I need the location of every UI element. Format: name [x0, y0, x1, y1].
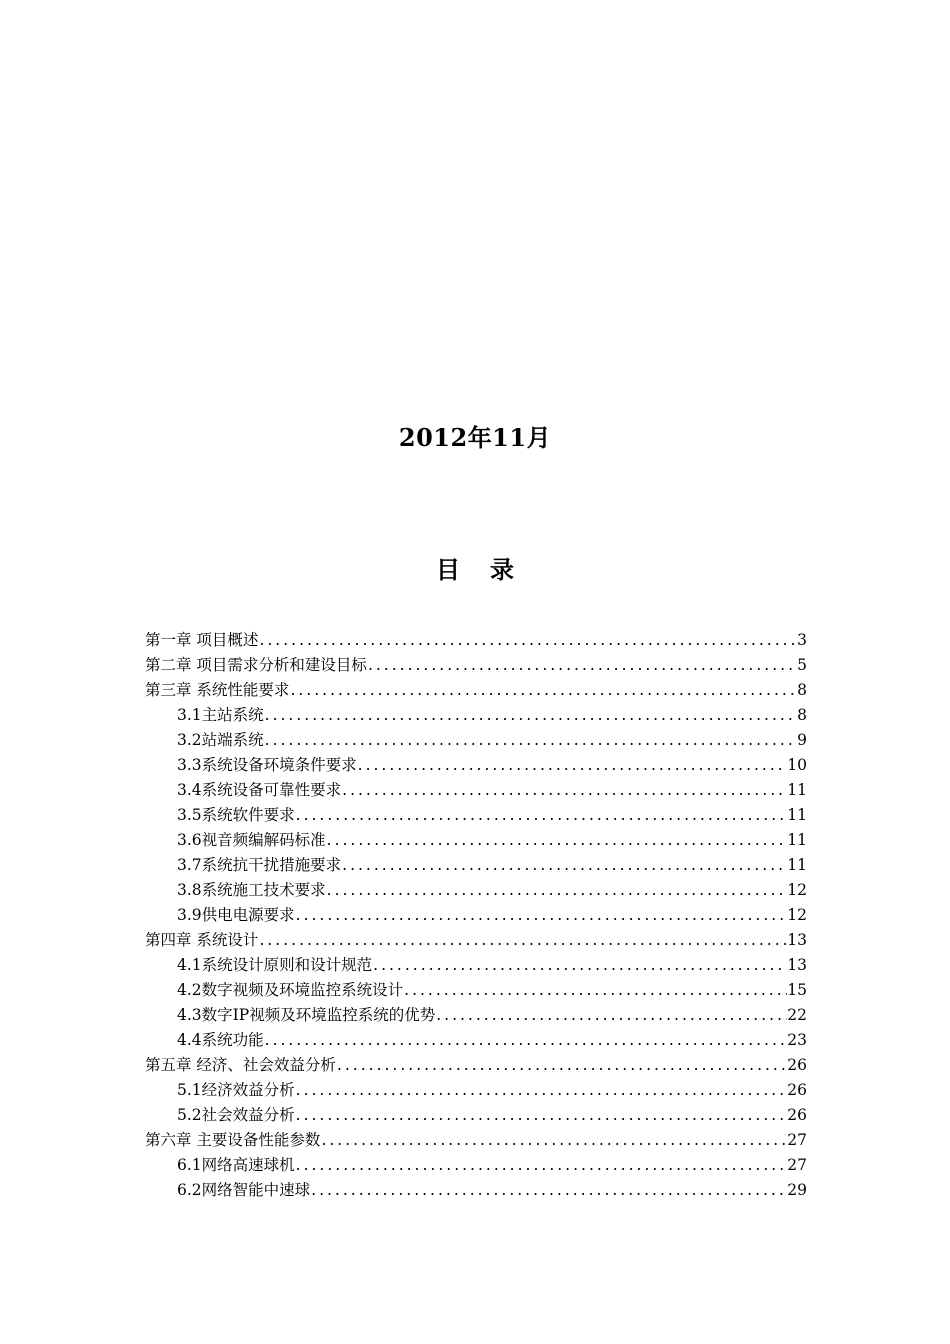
- toc-entry-page-number: 11: [787, 831, 807, 849]
- toc-entry[interactable]: [145, 1078, 807, 1103]
- toc-entry[interactable]: [145, 1153, 807, 1178]
- toc-entry-leader-dots: [357, 753, 788, 778]
- toc-entry-label: 4.3数字IP视频及环境监控系统的优势: [177, 1006, 436, 1024]
- toc-entry-label: 第二章 项目需求分析和建设目标: [145, 656, 367, 674]
- toc-entry-label: 第五章 经济、社会效益分析: [145, 1056, 336, 1074]
- toc-entry-leader-dots: [264, 703, 797, 728]
- toc-entry-page-number: 8: [797, 681, 807, 699]
- toc-entry[interactable]: [145, 628, 807, 653]
- document-date: 2012年11月: [398, 423, 552, 452]
- toc-entry-page-number: 5: [797, 656, 807, 674]
- toc-entry-leader-dots: [264, 1028, 788, 1053]
- toc-entry-page-number: 15: [787, 981, 807, 999]
- toc-entry-leader-dots: [310, 1178, 787, 1203]
- toc-entry[interactable]: [145, 678, 807, 703]
- toc-entry-page-number: 11: [787, 806, 807, 824]
- toc-entry[interactable]: [145, 728, 807, 753]
- toc-entry-page-number: 27: [787, 1131, 807, 1149]
- toc-entry-label: 第四章 系统设计: [145, 931, 259, 949]
- toc-entry-label: 3.3系统设备环境条件要求: [177, 756, 357, 774]
- toc-entry-page-number: 11: [787, 856, 807, 874]
- toc-entry-leader-dots: [403, 978, 787, 1003]
- toc-heading-char-1: 目: [436, 555, 460, 584]
- toc-entry-leader-dots: [326, 828, 788, 853]
- toc-entry[interactable]: [145, 1003, 807, 1028]
- toc-entry-label: 3.5系统软件要求: [177, 806, 295, 824]
- toc-entry-leader-dots: [264, 728, 797, 753]
- toc-entry-leader-dots: [295, 903, 788, 928]
- toc-entry-page-number: 12: [787, 881, 807, 899]
- toc-entry-leader-dots: [320, 1128, 787, 1153]
- toc-entry-label: 4.4系统功能: [177, 1031, 264, 1049]
- toc-entry-label: 3.8系统施工技术要求: [177, 881, 326, 899]
- toc-entry[interactable]: [145, 928, 807, 953]
- toc-entry-page-number: 26: [787, 1056, 807, 1074]
- toc-entry-page-number: 26: [787, 1081, 807, 1099]
- toc-entry-label: 3.1主站系统: [177, 706, 264, 724]
- toc-entry[interactable]: [145, 703, 807, 728]
- toc-entry-leader-dots: [289, 678, 797, 703]
- toc-entry[interactable]: [145, 903, 807, 928]
- toc-entry[interactable]: [145, 878, 807, 903]
- toc-entry-page-number: 12: [787, 906, 807, 924]
- toc-entry-leader-dots: [435, 1003, 787, 1028]
- toc-entry-leader-dots: [258, 928, 787, 953]
- toc-entry[interactable]: [145, 778, 807, 803]
- table-of-contents: [145, 628, 807, 1203]
- toc-entry-page-number: 3: [797, 631, 807, 649]
- toc-entry[interactable]: [145, 953, 807, 978]
- toc-entry-leader-dots: [295, 803, 788, 828]
- toc-entry[interactable]: [145, 653, 807, 678]
- toc-entry-label: 4.1系统设计原则和设计规范: [177, 956, 373, 974]
- toc-entry-page-number: 11: [787, 781, 807, 799]
- toc-entry-page-number: 23: [787, 1031, 807, 1049]
- toc-entry[interactable]: [145, 1103, 807, 1128]
- toc-entry-leader-dots: [367, 653, 797, 678]
- toc-heading: [0, 550, 950, 585]
- toc-entry[interactable]: [145, 1128, 807, 1153]
- toc-entry-leader-dots: [326, 878, 788, 903]
- toc-entry-leader-dots: [372, 953, 787, 978]
- toc-entry-label: 3.9供电电源要求: [177, 906, 295, 924]
- toc-entry-page-number: 13: [787, 956, 807, 974]
- toc-entry-leader-dots: [295, 1078, 788, 1103]
- toc-entry-label: 6.1网络高速球机: [177, 1156, 295, 1174]
- toc-entry-leader-dots: [336, 1053, 787, 1078]
- toc-entry-label: 3.7系统抗干扰措施要求: [177, 856, 342, 874]
- toc-entry-label: 6.2网络智能中速球: [177, 1181, 311, 1199]
- toc-entry-page-number: 8: [797, 706, 807, 724]
- toc-entry[interactable]: [145, 828, 807, 853]
- toc-entry-page-number: 27: [787, 1156, 807, 1174]
- toc-entry[interactable]: [145, 803, 807, 828]
- toc-entry-page-number: 13: [787, 931, 807, 949]
- toc-entry-leader-dots: [295, 1103, 788, 1128]
- toc-entry-label: 3.4系统设备可靠性要求: [177, 781, 342, 799]
- toc-entry[interactable]: [145, 1053, 807, 1078]
- toc-entry-page-number: 26: [787, 1106, 807, 1124]
- toc-entry-page-number: 9: [797, 731, 807, 749]
- toc-entry-label: 3.2站端系统: [177, 731, 264, 749]
- toc-entry[interactable]: [145, 853, 807, 878]
- toc-entry[interactable]: [145, 1178, 807, 1203]
- toc-entry-leader-dots: [341, 853, 787, 878]
- toc-entry[interactable]: [145, 978, 807, 1003]
- toc-entry-label: 第六章 主要设备性能参数: [145, 1131, 321, 1149]
- toc-entry-label: 4.2数字视频及环境监控系统设计: [177, 981, 404, 999]
- toc-entry-leader-dots: [295, 1153, 788, 1178]
- toc-entry-label: 第一章 项目概述: [145, 631, 259, 649]
- toc-entry-label: 5.1经济效益分析: [177, 1081, 295, 1099]
- toc-entry[interactable]: [145, 753, 807, 778]
- toc-heading-char-2: 录: [490, 555, 514, 584]
- toc-entry-page-number: 29: [787, 1181, 807, 1199]
- toc-entry-label: 5.2社会效益分析: [177, 1106, 295, 1124]
- toc-entry-page-number: 22: [787, 1006, 807, 1024]
- toc-entry-page-number: 10: [787, 756, 807, 774]
- toc-entry[interactable]: [145, 1028, 807, 1053]
- toc-entry-label: 第三章 系统性能要求: [145, 681, 290, 699]
- toc-entry-label: 3.6视音频编解码标准: [177, 831, 326, 849]
- toc-entry-leader-dots: [258, 628, 797, 653]
- toc-entry-leader-dots: [341, 778, 787, 803]
